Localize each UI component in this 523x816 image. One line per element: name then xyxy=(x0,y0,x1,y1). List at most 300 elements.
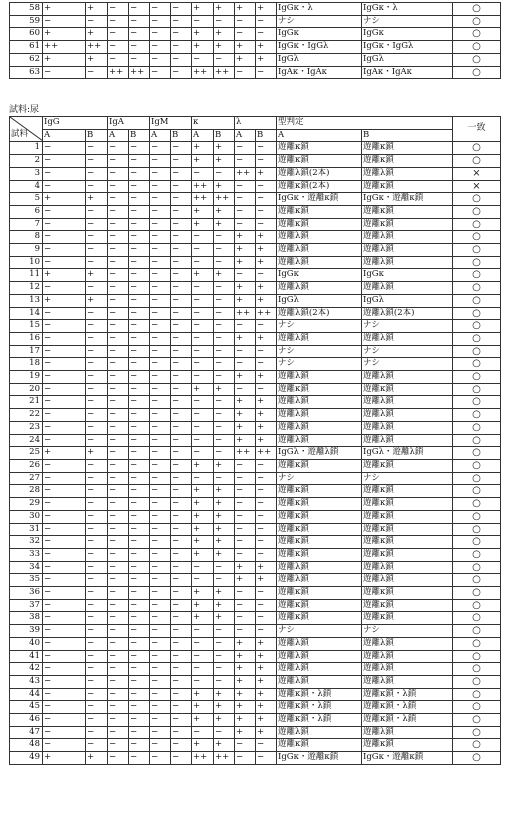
lambda-a-cell: − xyxy=(235,625,256,638)
type-a-cell: 遊離λ鎖 xyxy=(277,650,362,663)
igg-b-cell: − xyxy=(86,66,108,79)
lambda-a-cell: − xyxy=(235,205,256,218)
kappa-a-cell: + xyxy=(192,523,214,536)
sample-number: 60 xyxy=(10,28,43,41)
match-cell: ○ xyxy=(453,637,501,650)
match-cell: ○ xyxy=(453,447,501,460)
type-b-cell: IgGλ・遊離λ鎖 xyxy=(362,447,453,460)
table-row xyxy=(10,587,501,600)
sample-number: 43 xyxy=(10,675,43,688)
igm-a-cell: − xyxy=(150,421,171,434)
iga-a-cell: − xyxy=(108,218,129,231)
lambda-b-cell: − xyxy=(256,510,277,523)
igg-b-cell: + xyxy=(86,193,108,206)
type-b-cell: IgGκ xyxy=(362,269,453,282)
igm-b-cell: − xyxy=(171,726,192,739)
type-a-cell: IgGκ・遊離κ鎖 xyxy=(277,193,362,206)
igm-a-cell: − xyxy=(150,637,171,650)
kappa-b-cell: + xyxy=(214,701,235,714)
kappa-b-cell: + xyxy=(214,714,235,727)
sample-number: 34 xyxy=(10,561,43,574)
type-a-cell: IgGκ・λ xyxy=(277,3,362,16)
kappa-b-cell: − xyxy=(214,282,235,295)
igg-a-cell: − xyxy=(43,383,86,396)
table-row xyxy=(10,650,501,663)
type-b-cell: ナシ xyxy=(362,472,453,485)
lambda-a-cell: − xyxy=(235,548,256,561)
kappa-b-cell: − xyxy=(214,675,235,688)
kappa-b-cell: + xyxy=(214,498,235,511)
igm-a-cell: − xyxy=(150,167,171,180)
header-iga-b: B xyxy=(129,129,150,142)
iga-a-cell: − xyxy=(108,142,129,155)
igg-a-cell: − xyxy=(43,574,86,587)
igg-a-cell: − xyxy=(43,561,86,574)
igg-b-cell: − xyxy=(86,675,108,688)
igg-b-cell: − xyxy=(86,142,108,155)
lambda-b-cell: − xyxy=(256,193,277,206)
match-cell: ○ xyxy=(453,675,501,688)
match-cell: ○ xyxy=(453,599,501,612)
type-b-cell: 遊離λ鎖 xyxy=(362,167,453,180)
iga-a-cell: − xyxy=(108,193,129,206)
table-row xyxy=(10,599,501,612)
type-a-cell: 遊離λ鎖 xyxy=(277,574,362,587)
table-row xyxy=(10,752,501,765)
kappa-b-cell: + xyxy=(214,536,235,549)
lambda-b-cell: − xyxy=(256,358,277,371)
lambda-a-cell: − xyxy=(235,752,256,765)
igg-b-cell: − xyxy=(86,421,108,434)
igm-a-cell: − xyxy=(150,485,171,498)
table-row xyxy=(10,3,501,16)
iga-b-cell: − xyxy=(129,675,150,688)
igm-b-cell: − xyxy=(171,358,192,371)
lambda-b-cell: − xyxy=(256,485,277,498)
iga-b-cell: − xyxy=(129,383,150,396)
igg-a-cell: − xyxy=(43,320,86,333)
igm-a-cell: − xyxy=(150,205,171,218)
igm-b-cell: − xyxy=(171,688,192,701)
header-match: 一致 xyxy=(453,117,501,142)
igg-b-cell: − xyxy=(86,625,108,638)
igg-b-cell: + xyxy=(86,28,108,41)
igg-b-cell: − xyxy=(86,167,108,180)
kappa-a-cell: + xyxy=(192,485,214,498)
table-row xyxy=(10,205,501,218)
igm-a-cell: − xyxy=(150,53,171,66)
type-a-cell: 遊離λ鎖 xyxy=(277,256,362,269)
iga-a-cell: − xyxy=(108,701,129,714)
igm-b-cell: − xyxy=(171,167,192,180)
igm-a-cell: − xyxy=(150,345,171,358)
igm-a-cell: − xyxy=(150,752,171,765)
lambda-a-cell: − xyxy=(235,383,256,396)
type-b-cell: 遊離λ鎖 xyxy=(362,561,453,574)
igm-a-cell: − xyxy=(150,459,171,472)
kappa-b-cell: − xyxy=(214,637,235,650)
iga-b-cell: − xyxy=(129,574,150,587)
igm-b-cell: − xyxy=(171,650,192,663)
sample-number: 39 xyxy=(10,625,43,638)
igg-a-cell: − xyxy=(43,599,86,612)
match-cell: ○ xyxy=(453,688,501,701)
iga-a-cell: − xyxy=(108,612,129,625)
iga-a-cell: − xyxy=(108,256,129,269)
table-row xyxy=(10,396,501,409)
igm-a-cell: − xyxy=(150,193,171,206)
match-cell: ○ xyxy=(453,218,501,231)
iga-b-cell: − xyxy=(129,459,150,472)
lambda-a-cell: + xyxy=(235,434,256,447)
lambda-a-cell: + xyxy=(235,561,256,574)
type-a-cell: ナシ xyxy=(277,320,362,333)
igm-a-cell: − xyxy=(150,523,171,536)
igm-a-cell: − xyxy=(150,307,171,320)
lambda-b-cell: + xyxy=(256,53,277,66)
kappa-b-cell: ++ xyxy=(214,66,235,79)
type-a-cell: 遊離λ鎖 xyxy=(277,434,362,447)
sample-number: 48 xyxy=(10,739,43,752)
lambda-b-cell: + xyxy=(256,282,277,295)
type-a-cell: 遊離λ鎖 xyxy=(277,396,362,409)
header-lambda-b: B xyxy=(256,129,277,142)
iga-b-cell: − xyxy=(129,587,150,600)
igg-b-cell: − xyxy=(86,218,108,231)
igg-a-cell: − xyxy=(43,675,86,688)
kappa-a-cell: − xyxy=(192,574,214,587)
table-row xyxy=(10,66,501,79)
sample-number: 58 xyxy=(10,3,43,16)
lambda-a-cell: − xyxy=(235,28,256,41)
igg-b-cell: − xyxy=(86,205,108,218)
match-cell: ○ xyxy=(453,15,501,28)
igg-a-cell: + xyxy=(43,53,86,66)
iga-b-cell: − xyxy=(129,358,150,371)
kappa-a-cell: + xyxy=(192,3,214,16)
kappa-b-cell: − xyxy=(214,447,235,460)
sample-number: 29 xyxy=(10,498,43,511)
lambda-b-cell: + xyxy=(256,675,277,688)
type-b-cell: 遊離κ鎖 xyxy=(362,485,453,498)
table-row xyxy=(10,714,501,727)
igg-b-cell: − xyxy=(86,396,108,409)
lambda-b-cell: + xyxy=(256,561,277,574)
sample-number: 10 xyxy=(10,256,43,269)
type-b-cell: IgGλ xyxy=(362,294,453,307)
sample-number: 3 xyxy=(10,167,43,180)
type-a-cell: 遊離κ鎖 xyxy=(277,155,362,168)
kappa-a-cell: + xyxy=(192,383,214,396)
lambda-a-cell: − xyxy=(235,485,256,498)
type-b-cell: IgGκ xyxy=(362,28,453,41)
table-row xyxy=(10,434,501,447)
igm-a-cell: − xyxy=(150,294,171,307)
match-cell: ○ xyxy=(453,28,501,41)
lambda-b-cell: − xyxy=(256,548,277,561)
lambda-a-cell: + xyxy=(235,371,256,384)
kappa-b-cell: + xyxy=(214,485,235,498)
match-cell: ○ xyxy=(453,383,501,396)
lambda-a-cell: + xyxy=(235,396,256,409)
igg-b-cell: + xyxy=(86,53,108,66)
iga-b-cell: − xyxy=(129,282,150,295)
igm-b-cell: − xyxy=(171,294,192,307)
table-row xyxy=(10,269,501,282)
kappa-a-cell: + xyxy=(192,498,214,511)
igm-a-cell: − xyxy=(150,256,171,269)
sample-number: 45 xyxy=(10,701,43,714)
match-cell: ○ xyxy=(453,193,501,206)
type-b-cell: 遊離λ鎖 xyxy=(362,256,453,269)
igg-a-cell: − xyxy=(43,15,86,28)
lambda-b-cell: + xyxy=(256,434,277,447)
igg-b-cell: − xyxy=(86,307,108,320)
igm-b-cell: − xyxy=(171,142,192,155)
lambda-a-cell: + xyxy=(235,244,256,257)
igg-a-cell: − xyxy=(43,218,86,231)
type-a-cell: 遊離κ鎖 xyxy=(277,523,362,536)
iga-a-cell: − xyxy=(108,307,129,320)
igg-b-cell: − xyxy=(86,231,108,244)
iga-a-cell: − xyxy=(108,3,129,16)
corner-label-sample: 試料 xyxy=(11,129,29,139)
type-b-cell: IgGλ xyxy=(362,53,453,66)
iga-a-cell: − xyxy=(108,155,129,168)
iga-b-cell: − xyxy=(129,663,150,676)
igg-a-cell: − xyxy=(43,612,86,625)
iga-b-cell: − xyxy=(129,637,150,650)
match-cell: ○ xyxy=(453,371,501,384)
lambda-a-cell: ++ xyxy=(235,167,256,180)
iga-b-cell: − xyxy=(129,167,150,180)
header-iga: IgA xyxy=(108,117,150,130)
match-cell: ○ xyxy=(453,66,501,79)
lambda-b-cell: ++ xyxy=(256,307,277,320)
type-b-cell: IgGκ・遊離κ鎖 xyxy=(362,193,453,206)
type-a-cell: 遊離λ鎖 xyxy=(277,371,362,384)
sample-number: 32 xyxy=(10,536,43,549)
table-row xyxy=(10,510,501,523)
type-b-cell: 遊離κ鎖 xyxy=(362,536,453,549)
type-a-cell: 遊離κ鎖 xyxy=(277,536,362,549)
iga-b-cell: − xyxy=(129,752,150,765)
igg-a-cell: − xyxy=(43,510,86,523)
igm-b-cell: − xyxy=(171,675,192,688)
igm-b-cell: − xyxy=(171,193,192,206)
sample-number: 14 xyxy=(10,307,43,320)
igg-a-cell: − xyxy=(43,485,86,498)
type-b-cell: 遊離κ鎖 xyxy=(362,180,453,193)
kappa-b-cell: − xyxy=(214,472,235,485)
header-type-b: B xyxy=(362,129,453,142)
lambda-a-cell: + xyxy=(235,714,256,727)
table-row xyxy=(10,409,501,422)
lambda-b-cell: + xyxy=(256,256,277,269)
igm-b-cell: − xyxy=(171,180,192,193)
kappa-b-cell: + xyxy=(214,3,235,16)
kappa-a-cell: + xyxy=(192,599,214,612)
kappa-a-cell: + xyxy=(192,714,214,727)
kappa-a-cell: − xyxy=(192,320,214,333)
igg-b-cell: − xyxy=(86,459,108,472)
iga-b-cell: − xyxy=(129,371,150,384)
type-b-cell: 遊離κ鎖 xyxy=(362,498,453,511)
lambda-a-cell: − xyxy=(235,472,256,485)
iga-b-cell: − xyxy=(129,701,150,714)
type-a-cell: 遊離κ鎖 xyxy=(277,485,362,498)
iga-b-cell: − xyxy=(129,205,150,218)
type-a-cell: 遊離λ鎖 xyxy=(277,726,362,739)
table-row xyxy=(10,739,501,752)
header-igg-b: B xyxy=(86,129,108,142)
igm-b-cell: − xyxy=(171,205,192,218)
iga-b-cell: − xyxy=(129,726,150,739)
type-b-cell: 遊離κ鎖 xyxy=(362,587,453,600)
igg-b-cell: − xyxy=(86,180,108,193)
kappa-a-cell: − xyxy=(192,15,214,28)
match-cell: ○ xyxy=(453,256,501,269)
header-igm-a: A xyxy=(150,129,171,142)
lambda-b-cell: − xyxy=(256,587,277,600)
lambda-b-cell: + xyxy=(256,3,277,16)
kappa-a-cell: − xyxy=(192,447,214,460)
iga-b-cell: − xyxy=(129,269,150,282)
igg-a-cell: ++ xyxy=(43,41,86,54)
kappa-a-cell: + xyxy=(192,218,214,231)
table-row xyxy=(10,447,501,460)
type-a-cell: IgGκ xyxy=(277,269,362,282)
iga-a-cell: − xyxy=(108,510,129,523)
iga-a-cell: − xyxy=(108,523,129,536)
kappa-b-cell: − xyxy=(214,561,235,574)
sample-number: 2 xyxy=(10,155,43,168)
kappa-b-cell: − xyxy=(214,167,235,180)
table-row xyxy=(10,345,501,358)
igg-b-cell: − xyxy=(86,510,108,523)
sample-number: 24 xyxy=(10,434,43,447)
igg-a-cell: − xyxy=(43,434,86,447)
corner-header-cell xyxy=(10,117,43,142)
igm-b-cell: − xyxy=(171,53,192,66)
lambda-b-cell: − xyxy=(256,536,277,549)
iga-a-cell: − xyxy=(108,726,129,739)
kappa-a-cell: − xyxy=(192,637,214,650)
igg-b-cell: − xyxy=(86,726,108,739)
table-row xyxy=(10,726,501,739)
kappa-a-cell: + xyxy=(192,612,214,625)
table-row xyxy=(10,142,501,155)
lambda-a-cell: − xyxy=(235,612,256,625)
type-a-cell: 遊離λ鎖 xyxy=(277,231,362,244)
lambda-a-cell: − xyxy=(235,269,256,282)
kappa-b-cell: − xyxy=(214,726,235,739)
lambda-b-cell: + xyxy=(256,409,277,422)
table-row xyxy=(10,231,501,244)
type-b-cell: 遊離κ鎖 xyxy=(362,599,453,612)
type-b-cell: 遊離λ鎖 xyxy=(362,650,453,663)
kappa-a-cell: − xyxy=(192,663,214,676)
match-cell: ○ xyxy=(453,523,501,536)
match-cell: ○ xyxy=(453,459,501,472)
lambda-a-cell: ++ xyxy=(235,447,256,460)
type-a-cell: 遊離λ鎖 xyxy=(277,244,362,257)
igg-b-cell: − xyxy=(86,612,108,625)
igg-a-cell: − xyxy=(43,726,86,739)
sample-number: 37 xyxy=(10,599,43,612)
lambda-a-cell: + xyxy=(235,637,256,650)
igm-a-cell: − xyxy=(150,510,171,523)
lambda-a-cell: − xyxy=(235,459,256,472)
igg-a-cell: − xyxy=(43,155,86,168)
igg-b-cell: − xyxy=(86,256,108,269)
iga-a-cell: − xyxy=(108,294,129,307)
kappa-a-cell: + xyxy=(192,205,214,218)
iga-a-cell: − xyxy=(108,15,129,28)
sample-number: 1 xyxy=(10,142,43,155)
iga-b-cell: − xyxy=(129,332,150,345)
sample-number: 33 xyxy=(10,548,43,561)
table-row xyxy=(10,612,501,625)
iga-b-cell: − xyxy=(129,548,150,561)
type-a-cell: 遊離κ鎖 xyxy=(277,142,362,155)
type-b-cell: 遊離λ鎖 xyxy=(362,663,453,676)
lambda-a-cell: + xyxy=(235,3,256,16)
igm-b-cell: − xyxy=(171,663,192,676)
lambda-a-cell: + xyxy=(235,650,256,663)
type-a-cell: 遊離κ鎖 xyxy=(277,612,362,625)
igm-b-cell: − xyxy=(171,15,192,28)
iga-b-cell: − xyxy=(129,231,150,244)
lambda-a-cell: + xyxy=(235,701,256,714)
kappa-b-cell: − xyxy=(214,294,235,307)
igg-b-cell: + xyxy=(86,752,108,765)
kappa-a-cell: − xyxy=(192,167,214,180)
igg-a-cell: + xyxy=(43,28,86,41)
type-b-cell: 遊離κ鎖 xyxy=(362,383,453,396)
kappa-a-cell: + xyxy=(192,28,214,41)
iga-a-cell: − xyxy=(108,599,129,612)
iga-a-cell: − xyxy=(108,358,129,371)
lambda-b-cell: − xyxy=(256,142,277,155)
igm-a-cell: − xyxy=(150,574,171,587)
sample-number: 6 xyxy=(10,205,43,218)
igm-a-cell: − xyxy=(150,625,171,638)
iga-a-cell: − xyxy=(108,675,129,688)
iga-b-cell: − xyxy=(129,485,150,498)
igm-a-cell: − xyxy=(150,41,171,54)
igm-b-cell: − xyxy=(171,625,192,638)
lambda-b-cell: + xyxy=(256,421,277,434)
table-row xyxy=(10,320,501,333)
igm-a-cell: − xyxy=(150,269,171,282)
match-cell: ○ xyxy=(453,320,501,333)
igg-b-cell: + xyxy=(86,447,108,460)
igm-a-cell: − xyxy=(150,726,171,739)
lambda-b-cell: − xyxy=(256,345,277,358)
kappa-b-cell: − xyxy=(214,409,235,422)
match-cell: × xyxy=(453,180,501,193)
igm-a-cell: − xyxy=(150,599,171,612)
igg-b-cell: − xyxy=(86,650,108,663)
type-a-cell: IgGλ・遊離λ鎖 xyxy=(277,447,362,460)
igm-a-cell: − xyxy=(150,688,171,701)
igg-b-cell: − xyxy=(86,409,108,422)
lambda-a-cell: + xyxy=(235,332,256,345)
lambda-a-cell: − xyxy=(235,536,256,549)
igm-b-cell: − xyxy=(171,536,192,549)
igm-b-cell: − xyxy=(171,587,192,600)
